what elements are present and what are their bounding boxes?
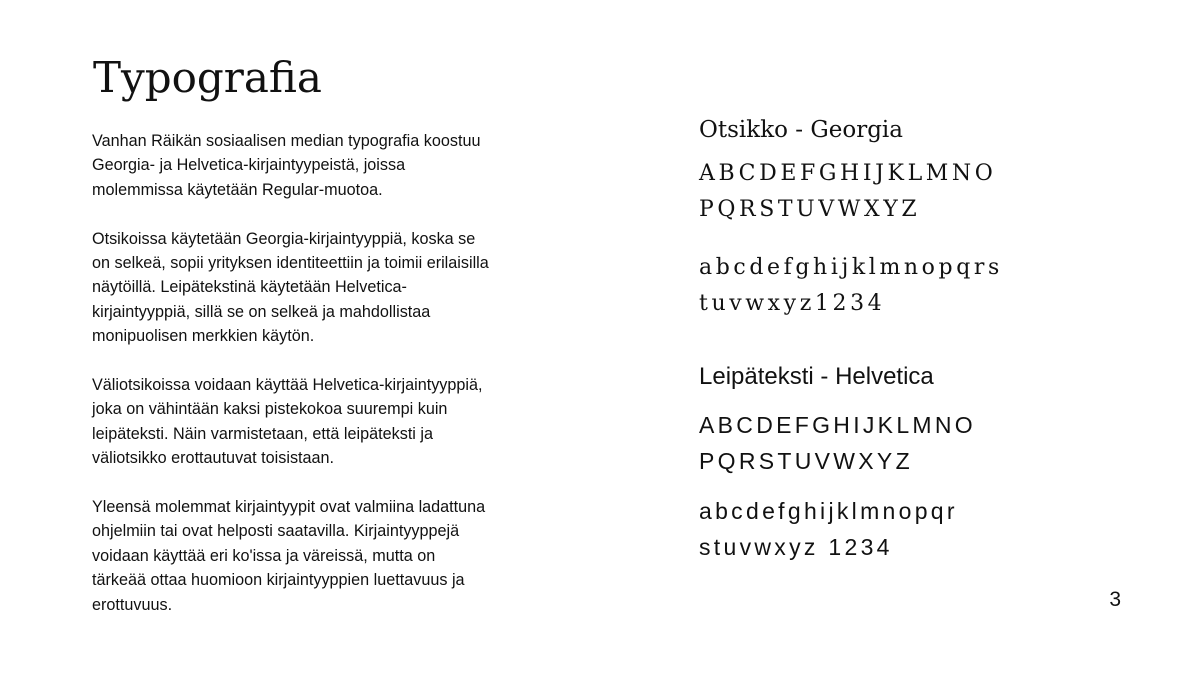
text-line: erottuvuus.	[92, 595, 173, 614]
georgia-lowercase-specimen	[699, 250, 1003, 322]
text-line: näytöillä. Leipätekstinä käytetään Helvetica-	[92, 278, 407, 297]
specimen-line: PQRSTUVWXYZ	[699, 448, 913, 474]
text-line: Otsikoissa käytetään Georgia-kirjaintyyppiä, koska se	[92, 229, 476, 248]
text-line: väliotsikko erottautuvat toisistaan.	[92, 449, 335, 468]
helvetica-specimen-heading: Leipäteksti - Helvetica	[699, 363, 934, 390]
text-line: on selkeä, sopii yrityksen identiteettiin ja toimii erilaisilla	[92, 254, 489, 273]
paragraph-fonts-overview	[92, 129, 542, 202]
text-line: leipäteksti. Näin varmistetaan, että leipäteksti ja	[92, 424, 434, 443]
text-line: ohjelmiin tai ovat helposti saatavilla. Kirjaintyyppejä	[92, 522, 460, 541]
text-line: tärkeää ottaa huomioon kirjaintyyppien luettavuus ja	[92, 571, 465, 590]
specimen-line: abcdefghijklmnopqr	[699, 498, 958, 524]
georgia-uppercase-specimen	[699, 156, 996, 228]
georgia-specimen-heading: Otsikko - Georgia	[699, 117, 903, 143]
text-line: joka on vähintään kaksi pistekokoa suurempi kuin	[92, 400, 448, 419]
text-line: monipuolisen merkkien käytön.	[92, 327, 315, 346]
helvetica-lowercase-specimen	[699, 493, 958, 565]
helvetica-uppercase-specimen	[699, 407, 976, 479]
text-line: molemmissa käytetään Regular-muotoa.	[92, 180, 383, 199]
specimen-line: tuvwxyz1234	[699, 291, 886, 316]
paragraph-availability	[92, 495, 542, 617]
paragraph-subheadings	[92, 373, 542, 471]
text-line: Georgia- ja Helvetica-kirjaintyypeistä, joissa	[92, 156, 406, 175]
specimen-line: PQRSTUVWXYZ	[699, 197, 921, 222]
text-line: kirjaintyyppiä, sillä se on selkeä ja mahdollistaa	[92, 302, 431, 321]
text-line: Vanhan Räikän sosiaalisen median typografia koostuu	[92, 132, 481, 150]
text-line: Yleensä molemmat kirjaintyypit ovat valmiina ladattuna	[92, 498, 486, 517]
specimen-line: abcdefghijklmnopqrs	[699, 255, 1003, 280]
text-line: Väliotsikoissa voidaan käyttää Helvetica-kirjaintyyppiä,	[92, 376, 483, 395]
text-line: voidaan käyttää eri ko'issa ja väreissä, mutta on	[92, 546, 436, 565]
slide-title: Typografia	[93, 53, 322, 102]
paragraph-headings-and-body	[92, 227, 542, 349]
specimen-line: ABCDEFGHIJKLMNO	[699, 412, 976, 438]
page-number: 3	[1109, 588, 1121, 611]
specimen-line: ABCDEFGHIJKLMNO	[699, 161, 997, 186]
specimen-line: stuvwxyz 1234	[699, 534, 893, 560]
body-text	[92, 129, 542, 641]
